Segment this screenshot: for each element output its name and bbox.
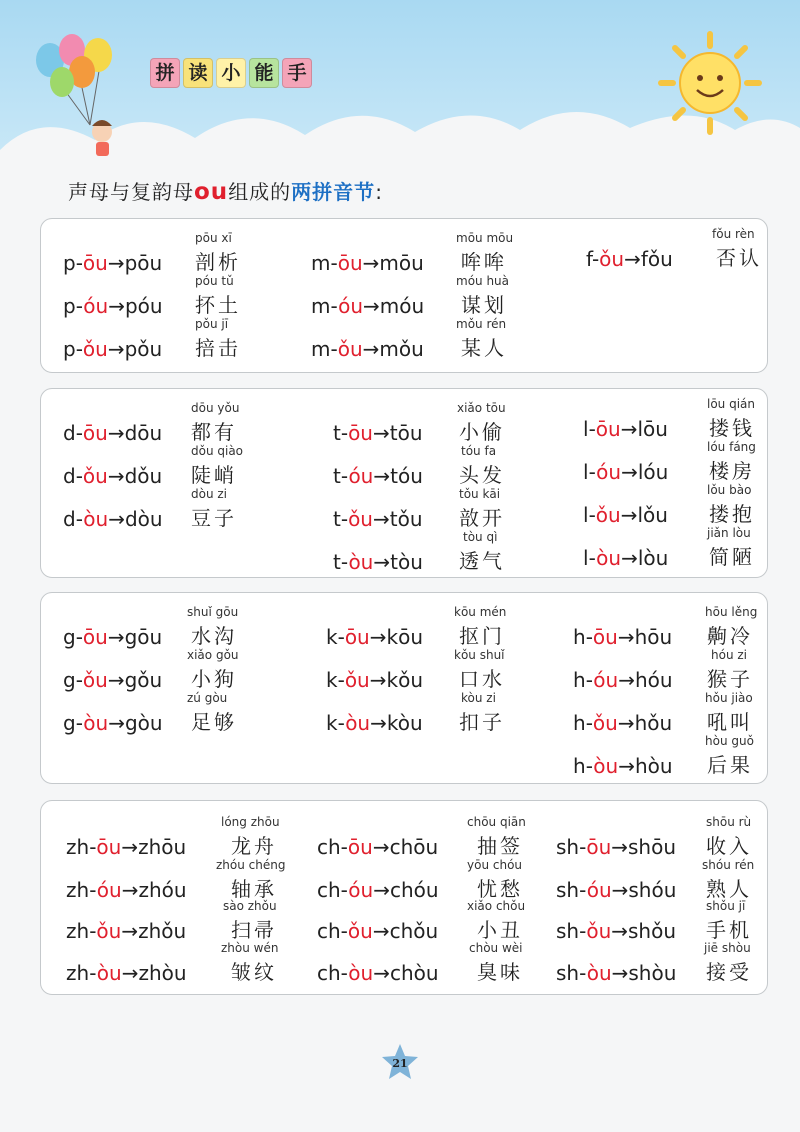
word-hanzi: 陡峭 xyxy=(191,463,237,487)
word-pinyin: shōu rù xyxy=(706,815,752,829)
word-pinyin: shóu rén xyxy=(702,858,755,872)
word-pinyin: chòu wèi xyxy=(469,941,523,955)
word-pinyin: pōu xī xyxy=(195,231,232,245)
word-pinyin: kōu mén xyxy=(454,605,507,619)
word-pinyin: tǒu kāi xyxy=(459,487,501,501)
word-hanzi: 足够 xyxy=(191,710,237,734)
syllable-formula: h-òu→hòu xyxy=(573,754,673,778)
syllable-formula: h-ōu→hōu xyxy=(573,625,673,649)
heading-pre: 声母与复韵母 xyxy=(68,180,194,204)
panel-g-k-h xyxy=(40,592,768,784)
word-hanzi: 否认 xyxy=(716,246,762,270)
title-char: 手 xyxy=(282,58,312,88)
word-pinyin: fǒu rèn xyxy=(712,227,755,241)
word-pinyin: yōu chóu xyxy=(467,858,523,872)
word-hanzi: 龙舟 xyxy=(231,834,277,858)
syllable-formula: sh-òu→shòu xyxy=(556,961,677,985)
syllable-formula: ch-ōu→chōu xyxy=(317,835,439,859)
syllable-formula: g-ōu→gōu xyxy=(63,625,163,649)
word-hanzi: 忧愁 xyxy=(477,877,523,901)
syllable-formula: sh-ǒu→shǒu xyxy=(556,919,677,943)
word-pinyin: lóu fáng xyxy=(707,440,756,454)
syllable-formula: t-óu→tóu xyxy=(333,464,423,488)
word-pinyin: kòu zi xyxy=(461,691,496,705)
heading-highlight: 两拼音节 xyxy=(291,180,376,204)
syllable-formula: p-óu→póu xyxy=(63,294,163,318)
word-pinyin: kǒu shuǐ xyxy=(454,648,505,662)
word-hanzi: 轴承 xyxy=(231,877,277,901)
word-hanzi: 口水 xyxy=(459,667,505,691)
word-pinyin: hǒu jiào xyxy=(705,691,753,705)
syllable-formula: m-ōu→mōu xyxy=(311,251,424,275)
word-hanzi: 吼叫 xyxy=(707,710,753,734)
word-pinyin: zú gòu xyxy=(187,691,228,705)
word-hanzi: 透气 xyxy=(459,549,505,573)
word-pinyin: mōu mōu xyxy=(456,231,514,245)
section-heading xyxy=(68,176,383,205)
word-hanzi: 收入 xyxy=(706,834,752,858)
word-pinyin: hōu lěng xyxy=(705,605,758,619)
syllable-formula: p-ōu→pōu xyxy=(63,251,163,275)
syllable-formula: zh-òu→zhòu xyxy=(66,961,187,985)
word-pinyin: lōu qián xyxy=(707,397,756,411)
word-hanzi: 猴子 xyxy=(707,667,753,691)
word-hanzi: 简陋 xyxy=(709,545,755,569)
word-pinyin: xiǎo gǒu xyxy=(187,648,239,662)
syllable-formula: zh-óu→zhóu xyxy=(66,878,187,902)
word-hanzi: 水沟 xyxy=(191,624,237,648)
word-hanzi: 豆子 xyxy=(191,506,237,530)
syllable-formula: sh-óu→shóu xyxy=(556,878,677,902)
word-pinyin: hòu guǒ xyxy=(705,734,754,748)
word-pinyin: pǒu jī xyxy=(195,317,229,331)
syllable-formula: k-ōu→kōu xyxy=(326,625,423,649)
word-pinyin: tòu qì xyxy=(463,530,498,544)
syllable-formula: t-ōu→tōu xyxy=(333,421,423,445)
word-pinyin: shuǐ gōu xyxy=(187,605,239,619)
word-pinyin: móu huà xyxy=(456,274,510,288)
word-hanzi: 接受 xyxy=(706,960,752,984)
word-hanzi: 搂钱 xyxy=(709,416,755,440)
title-char: 拼 xyxy=(150,58,180,88)
balloons-icon xyxy=(30,30,140,160)
syllable-formula: d-òu→dòu xyxy=(63,507,163,531)
word-hanzi: 抽签 xyxy=(477,834,523,858)
word-pinyin: lóng zhōu xyxy=(221,815,280,829)
syllable-formula: ch-ǒu→chǒu xyxy=(317,919,439,943)
word-hanzi: 扫帚 xyxy=(231,918,277,942)
word-pinyin: dǒu qiào xyxy=(191,444,244,458)
title-char: 小 xyxy=(216,58,246,88)
word-hanzi: 后果 xyxy=(707,753,753,777)
syllable-formula: d-ǒu→dǒu xyxy=(63,464,163,488)
syllable-formula: t-ǒu→tǒu xyxy=(333,507,423,531)
word-pinyin: dòu zi xyxy=(191,487,228,501)
panel-zh-ch-sh xyxy=(40,800,768,995)
word-hanzi: 小狗 xyxy=(191,667,237,691)
word-pinyin: póu tǔ xyxy=(195,274,234,288)
word-hanzi: 剖析 xyxy=(195,250,241,274)
syllable-formula: l-ōu→lōu xyxy=(583,417,668,441)
word-pinyin: hóu zi xyxy=(711,648,747,662)
syllable-formula: sh-ōu→shōu xyxy=(556,835,677,859)
sun-icon xyxy=(655,28,765,138)
word-pinyin: sào zhǒu xyxy=(223,899,277,913)
syllable-formula: g-ǒu→gǒu xyxy=(63,668,163,692)
word-hanzi: 掊击 xyxy=(195,336,241,360)
word-pinyin: zhòu wén xyxy=(221,941,279,955)
word-hanzi: 小丑 xyxy=(477,918,523,942)
syllable-formula: zh-ǒu→zhǒu xyxy=(66,919,187,943)
syllable-formula: t-òu→tòu xyxy=(333,550,423,574)
word-hanzi: 小偷 xyxy=(459,420,505,444)
syllable-formula: p-ǒu→pǒu xyxy=(63,337,163,361)
word-hanzi: 抠门 xyxy=(459,624,505,648)
heading-mid: 组成的 xyxy=(228,180,292,204)
word-hanzi: 臭味 xyxy=(477,960,523,984)
syllable-formula: g-òu→gòu xyxy=(63,711,163,735)
panel-d-t-l xyxy=(40,388,768,578)
word-pinyin: zhóu chéng xyxy=(216,858,286,872)
syllable-formula: ch-òu→chòu xyxy=(317,961,439,985)
page-title xyxy=(150,58,315,88)
syllable-formula: h-ǒu→hǒu xyxy=(573,711,673,735)
word-hanzi: 皱纹 xyxy=(231,960,277,984)
word-hanzi: 熟人 xyxy=(706,877,752,901)
syllable-formula: l-òu→lòu xyxy=(583,546,669,570)
word-hanzi: 谋划 xyxy=(461,293,507,317)
word-pinyin: xiǎo chǒu xyxy=(467,899,526,913)
word-hanzi: 搂抱 xyxy=(709,502,755,526)
syllable-formula: h-óu→hóu xyxy=(573,668,673,692)
word-hanzi: 哞哞 xyxy=(461,250,507,274)
word-hanzi: 都有 xyxy=(191,420,237,444)
word-hanzi: 手机 xyxy=(706,918,752,942)
word-hanzi: 某人 xyxy=(461,336,507,360)
title-char: 读 xyxy=(183,58,213,88)
title-char: 能 xyxy=(249,58,279,88)
word-hanzi: 敨开 xyxy=(459,506,505,530)
word-hanzi: 抔土 xyxy=(195,293,241,317)
word-hanzi: 齁冷 xyxy=(707,624,753,648)
word-pinyin: jiǎn lòu xyxy=(707,526,751,540)
word-pinyin: xiǎo tōu xyxy=(457,401,506,415)
word-pinyin: chōu qiān xyxy=(467,815,526,829)
panel-p-m-f xyxy=(40,218,768,373)
syllable-formula: l-ǒu→lǒu xyxy=(583,503,668,527)
page-number: 21 xyxy=(392,1057,408,1070)
heading-ou: ou xyxy=(194,179,229,205)
word-pinyin: tóu fa xyxy=(461,444,497,458)
word-pinyin: mǒu rén xyxy=(456,317,507,331)
heading-post: : xyxy=(375,180,383,204)
word-pinyin: jiē shòu xyxy=(704,941,751,955)
syllable-formula: m-ǒu→mǒu xyxy=(311,337,424,361)
word-hanzi: 楼房 xyxy=(709,459,755,483)
syllable-formula: l-óu→lóu xyxy=(583,460,669,484)
syllable-formula: ch-óu→chóu xyxy=(317,878,439,902)
syllable-formula: f-ǒu→fǒu xyxy=(586,247,673,271)
word-hanzi: 扣子 xyxy=(459,710,505,734)
syllable-formula: k-òu→kòu xyxy=(326,711,423,735)
syllable-formula: m-óu→móu xyxy=(311,294,425,318)
word-pinyin: lǒu bào xyxy=(707,483,752,497)
syllable-formula: d-ōu→dōu xyxy=(63,421,163,445)
word-pinyin: dōu yǒu xyxy=(191,401,240,415)
word-hanzi: 头发 xyxy=(459,463,505,487)
word-pinyin: shǒu jī xyxy=(706,899,746,913)
syllable-formula: k-ǒu→kǒu xyxy=(326,668,423,692)
syllable-formula: zh-ōu→zhōu xyxy=(66,835,187,859)
